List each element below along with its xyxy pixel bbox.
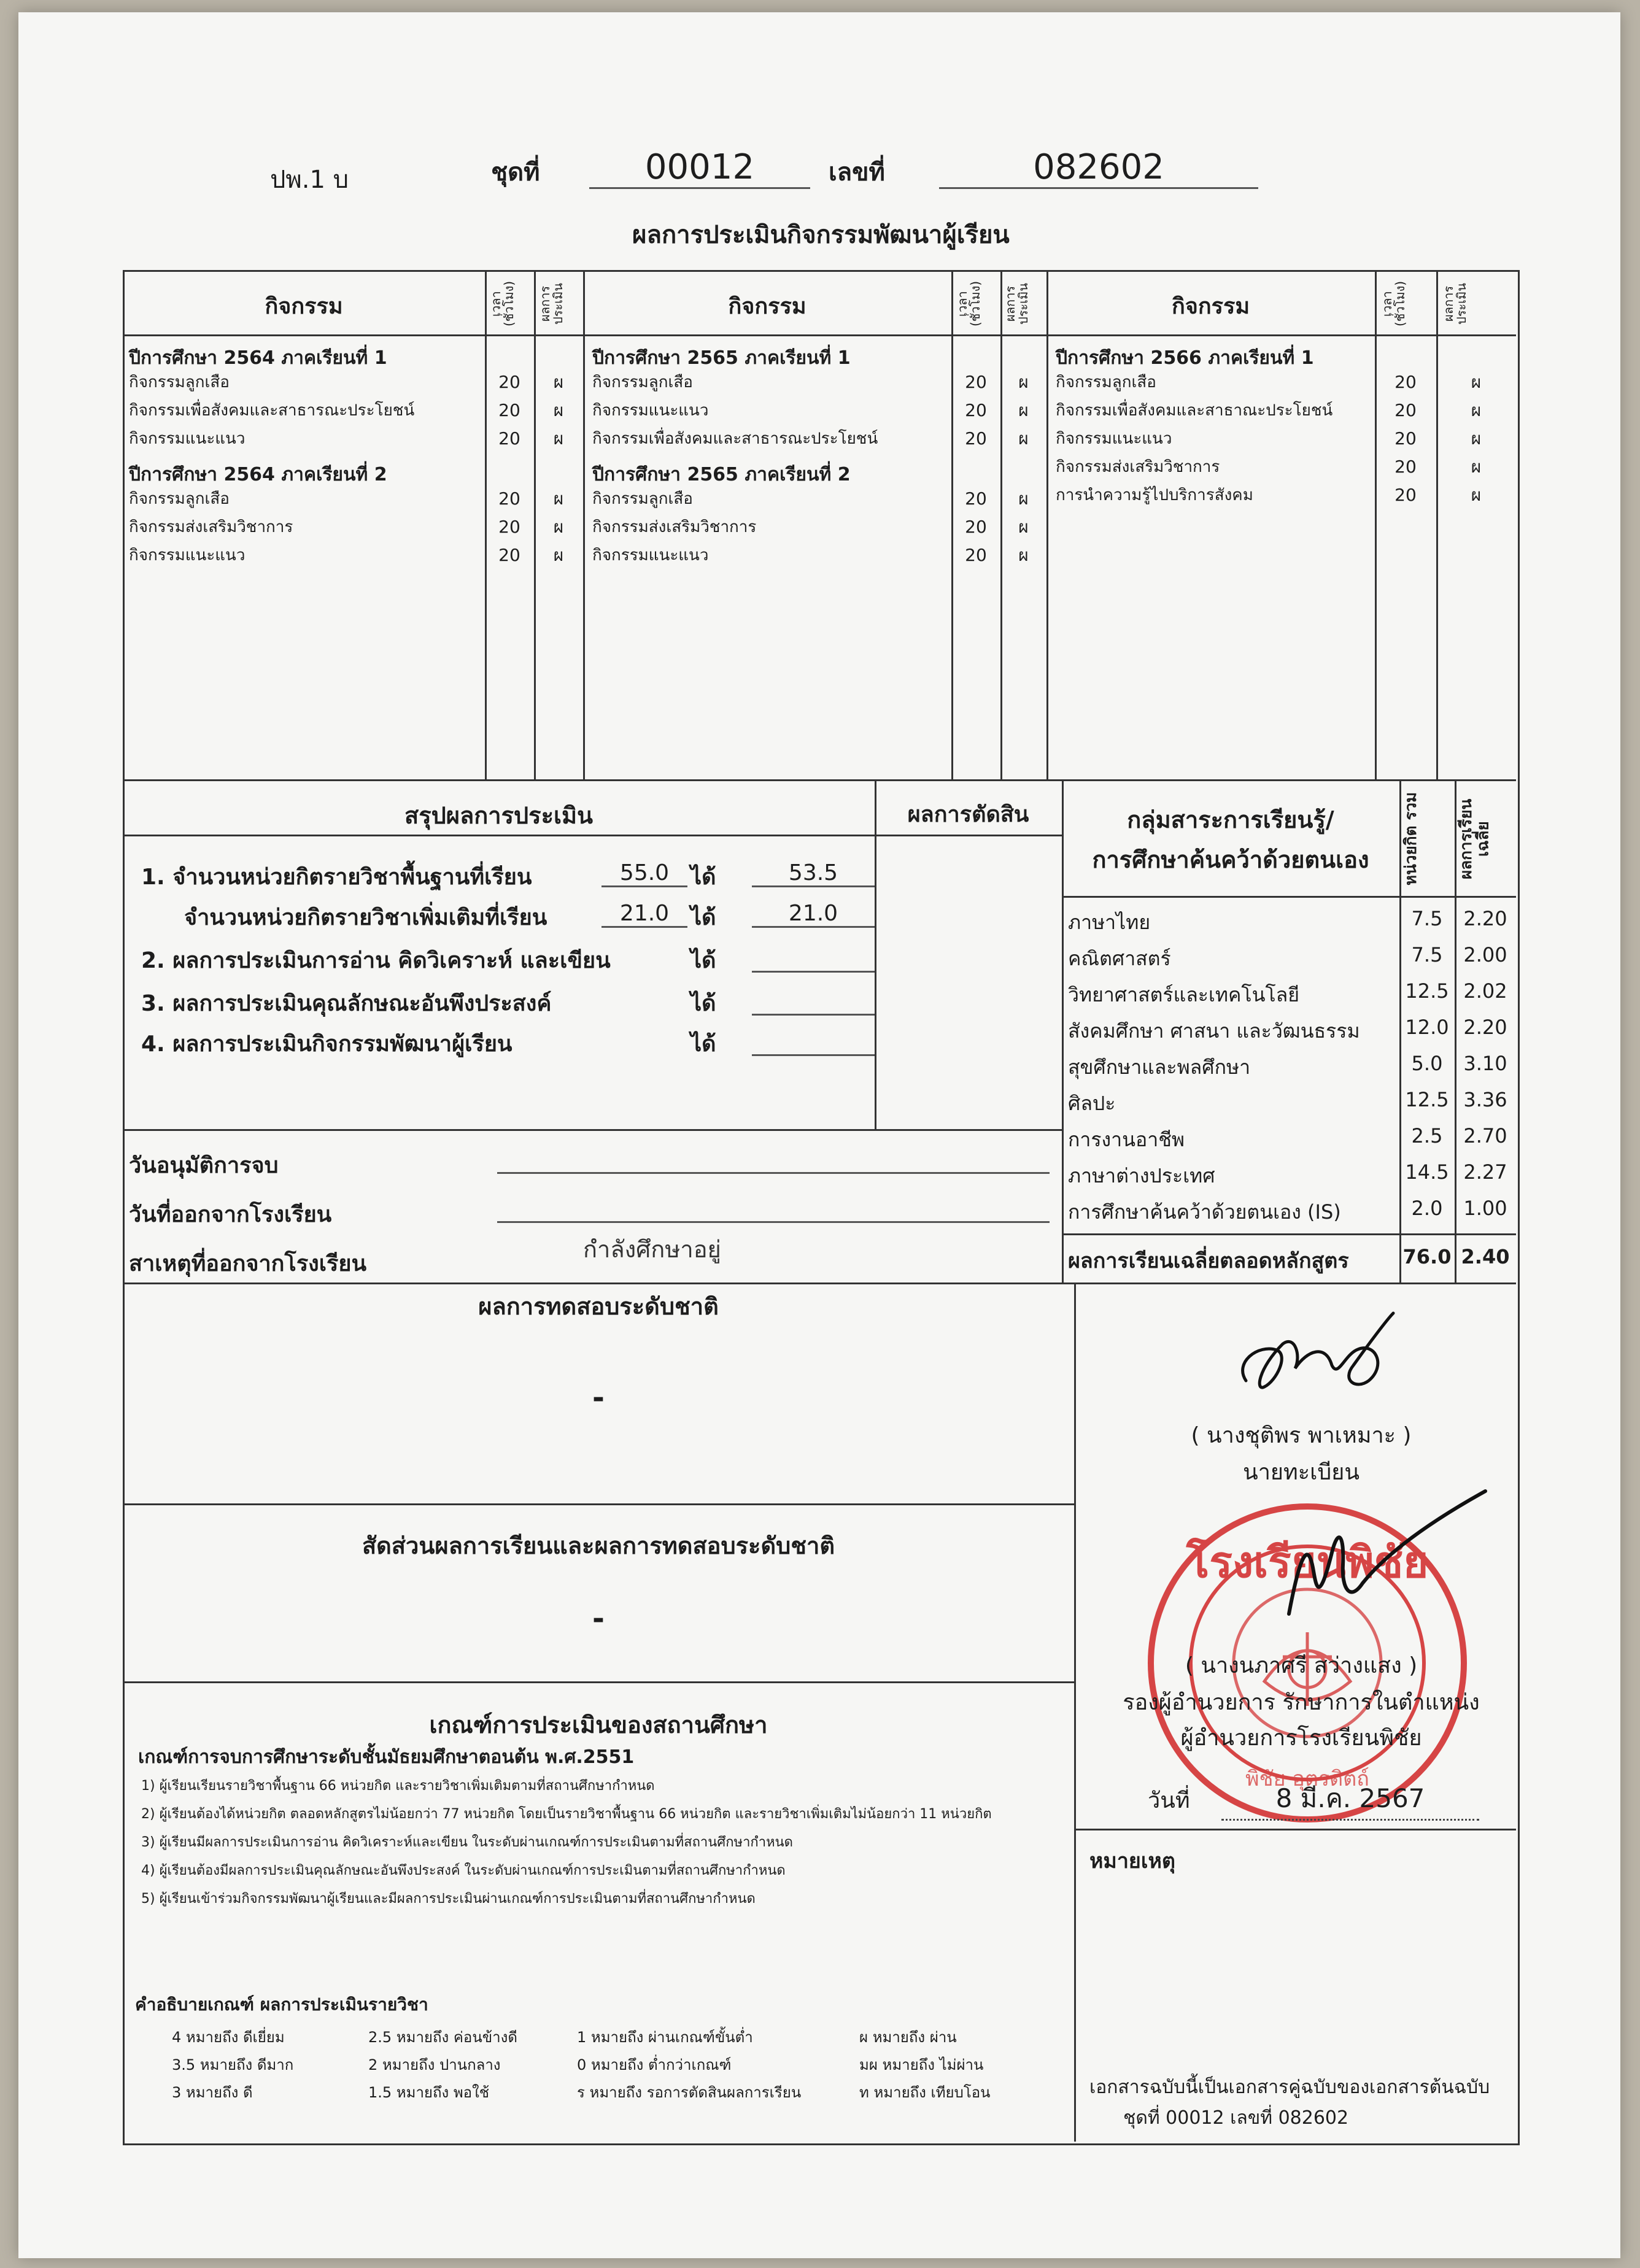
- activity-name: กิจกรรมแนะแนว: [592, 401, 709, 420]
- criteria-item: 4) ผู้เรียนต้องมีผลการประเมินคุณลักษณะอันพึงประสงค์ ในระดับผ่านเกณฑ์การประเมินตามที่สถานศึกษากำหนด: [141, 1863, 786, 1878]
- activity-time: 20: [1394, 400, 1417, 420]
- transcript-page: [18, 12, 1620, 2258]
- activity-result: ผ: [1018, 517, 1029, 537]
- activity-result: ผ: [1018, 372, 1029, 392]
- subject-name: วิทยาศาสตร์และเทคโนโลยี: [1068, 983, 1300, 1006]
- activity-result: ผ: [1018, 400, 1029, 420]
- activity-name: กิจกรรมลูกเสือ: [592, 373, 693, 392]
- criteria-item: 3) ผู้เรียนมีผลการประเมินการอ่าน คิดวิเคราะห์และเขียน ในระดับผ่านเกณฑ์การประเมินตามที่สถานศึกษากำหนด: [141, 1835, 793, 1850]
- number-label: เลขที่: [829, 158, 885, 187]
- legend-item: 2.5 หมายถึง ค่อนข้างดี: [368, 2029, 517, 2046]
- seal-text-bottom: พิชัย อุตรดิตถ์: [1245, 1767, 1369, 1791]
- term-heading: ปีการศึกษา 2564 ภาคเรียนที่ 1: [129, 347, 387, 369]
- legend-item: 3 หมายถึง ดี: [172, 2084, 253, 2101]
- activity-result: ผ: [1018, 428, 1029, 449]
- deputy-title-1: รองผู้อำนวยการ รักษาการในตำแหน่ง: [1123, 1690, 1480, 1715]
- criteria-subtitle: เกณฑ์การจบการศึกษาระดับชั้นมัธยมศึกษาตอนต้น พ.ศ.2551: [138, 1746, 635, 1768]
- subject-credits: 2.5: [1411, 1124, 1443, 1148]
- subject-avg: 2.20: [1463, 907, 1507, 930]
- activity-time: 20: [1394, 372, 1417, 392]
- activity-name: กิจกรรมเพื่อสังคมและสาธารณะประโยชน์: [129, 401, 415, 420]
- activity-time: 20: [1394, 485, 1417, 505]
- set-number: 00012: [589, 147, 810, 189]
- activity-name: กิจกรรมแนะแนว: [592, 546, 709, 565]
- deputy-signature: [1264, 1479, 1491, 1638]
- legend-item: 3.5 หมายถึง ดีมาก: [172, 2056, 294, 2073]
- activity-name: กิจกรรมส่งเสริมวิชาการ: [592, 518, 757, 536]
- summary-got: [752, 944, 875, 973]
- col-activity-2: กิจกรรม: [728, 294, 806, 319]
- subject-avg: 3.36: [1463, 1088, 1507, 1111]
- leave-reason-label: สาเหตุที่ออกจากโรงเรียน: [129, 1251, 367, 1276]
- criteria-item: 2) ผู้เรียนต้องได้หน่วยกิต ตลอดหลักสูตรไม่น้อยกว่า 77 หน่วยกิต โดยเป็นรายวิชาพื้นฐาน 66 หน่วยกิต และรายวิชาเพิ่มเติมไม่น้อยกว่า 11 หน่วยกิต: [141, 1807, 992, 1822]
- summary-got-label: ได้: [690, 948, 716, 973]
- seal-text: โรงเรียนพิชัย: [1186, 1537, 1429, 1587]
- activity-time: 20: [498, 428, 520, 449]
- term-heading: ปีการศึกษา 2565 ภาคเรียนที่ 1: [592, 347, 851, 369]
- activity-time: 20: [1394, 457, 1417, 477]
- summary-row-label: จำนวนหน่วยกิตรายวิชาเพิ่มเติมที่เรียน: [184, 905, 547, 930]
- leave-date-line: [497, 1215, 1050, 1223]
- activity-result: ผ: [1471, 400, 1482, 420]
- activity-time: 20: [965, 400, 987, 420]
- subject-credits: 14.5: [1405, 1160, 1449, 1184]
- subject-name: ภาษาต่างประเทศ: [1068, 1164, 1215, 1187]
- col-credits: หน่วยกิต รวม: [1402, 792, 1420, 886]
- activity-time: 20: [965, 488, 987, 509]
- activity-result: ผ: [553, 372, 564, 392]
- criteria-item: 1) ผู้เรียนเรียนรายวิชาพื้นฐาน 66 หน่วยกิต และรายวิชาเพิ่มเติมตามที่สถานศึกษากำหนด: [141, 1778, 655, 1794]
- total-credits: 76.0: [1402, 1245, 1452, 1268]
- summary-row-label: 3. ผลการประเมินคุณลักษณะอันพึงประสงค์: [141, 991, 552, 1016]
- activity-result: ผ: [553, 428, 564, 449]
- subjects-title-2: การศึกษาค้นคว้าด้วยตนเอง: [1092, 846, 1369, 873]
- term-heading: ปีการศึกษา 2566 ภาคเรียนที่ 1: [1056, 347, 1314, 369]
- activity-result: ผ: [553, 517, 564, 537]
- subject-name: สุขศึกษาและพลศึกษา: [1068, 1055, 1251, 1079]
- subject-avg: 2.00: [1463, 943, 1507, 966]
- summary-got-label: ได้: [690, 905, 716, 930]
- activity-name: กิจกรรมลูกเสือ: [129, 373, 230, 392]
- summary-got-label: ได้: [690, 1032, 716, 1057]
- activity-name: กิจกรรมแนะแนว: [129, 430, 246, 448]
- deputy-name: ( นางนภาศรี สว่างแสง ): [1185, 1653, 1418, 1678]
- activity-time: 20: [1394, 428, 1417, 449]
- total-label: ผลการเรียนเฉลี่ยตลอดหลักสูตร: [1068, 1249, 1349, 1273]
- remarks-line-1: เอกสารฉบับนี้เป็นเอกสารคู่ฉบับของเอกสารต้นฉบับ: [1089, 2077, 1490, 2098]
- activity-result: ผ: [553, 400, 564, 420]
- summary-got-label: ได้: [690, 991, 716, 1016]
- criteria-item: 5) ผู้เรียนเข้าร่วมกิจกรรมพัฒนาผู้เรียนและมีผลการประเมินผ่านเกณฑ์การประเมินตามที่สถานศึกษากำหนด: [141, 1891, 756, 1907]
- activity-result: ผ: [553, 488, 564, 509]
- col-avg: ผลการเรียน เฉลี่ย: [1457, 798, 1493, 879]
- subject-credits: 12.0: [1405, 1016, 1449, 1039]
- subjects-title-1: กลุ่มสาระการเรียนรู้/: [1127, 806, 1334, 833]
- activity-name: กิจกรรมเพื่อสังคมและสาธารณะประโยชน์: [592, 430, 878, 448]
- legend-item: 1 หมายถึง ผ่านเกณฑ์ขั้นต่ำ: [577, 2029, 753, 2046]
- col-time-2: เวลา (ชั่วโมง): [955, 280, 983, 327]
- col-activity-3: กิจกรรม: [1171, 294, 1250, 319]
- activity-time: 20: [498, 372, 520, 392]
- subject-credits: 7.5: [1411, 907, 1443, 930]
- activity-name: กิจกรรมลูกเสือ: [129, 490, 230, 508]
- col-time-1: เวลา (ชั่วโมง): [489, 280, 516, 327]
- page-title: ผลการประเมินกิจกรรมพัฒนาผู้เรียน: [632, 221, 1010, 249]
- activity-name: กิจกรรมเพื่อสังคมและสาธาณะประโยชน์: [1056, 401, 1333, 420]
- document-number: 082602: [939, 147, 1258, 189]
- form-code: ปพ.1 บ: [270, 166, 349, 194]
- subject-avg: 2.70: [1463, 1124, 1507, 1148]
- subject-credits: 7.5: [1411, 943, 1443, 966]
- decision-title: ผลการตัดสิน: [907, 802, 1029, 827]
- activity-name: กิจกรรมลูกเสือ: [1056, 373, 1156, 392]
- legend-item: ร หมายถึง รอการตัดสินผลการเรียน: [577, 2084, 802, 2101]
- remarks-line-2: ชุดที่ 00012 เลขที่ 082602: [1123, 2107, 1349, 2129]
- summary-row-label: 1. จำนวนหน่วยกิตรายวิชาพื้นฐานที่เรียน: [141, 865, 532, 890]
- summary-studied: 21.0: [601, 901, 687, 928]
- subject-name: ภาษาไทย: [1068, 911, 1151, 934]
- subject-avg: 3.10: [1463, 1052, 1507, 1075]
- activity-time: 20: [965, 372, 987, 392]
- subject-credits: 12.5: [1405, 979, 1449, 1003]
- remarks-title: หมายเหตุ: [1089, 1849, 1175, 1873]
- activity-time: 20: [498, 488, 520, 509]
- approve-date-label: วันอนุมัติการจบ: [129, 1153, 279, 1178]
- total-avg: 2.40: [1461, 1245, 1510, 1268]
- leave-reason-value: กำลังศึกษาอยู่: [583, 1236, 721, 1263]
- summary-studied: 55.0: [601, 860, 687, 887]
- col-result-2: ผลการประเมิน: [1003, 283, 1031, 325]
- subject-avg: 2.02: [1463, 979, 1507, 1003]
- subject-name: การศึกษาค้นคว้าด้วยตนเอง (IS): [1068, 1200, 1341, 1224]
- legend-item: ผ หมายถึง ผ่าน: [859, 2029, 957, 2046]
- activity-result: ผ: [1471, 457, 1482, 477]
- subject-name: คณิตศาสตร์: [1068, 947, 1171, 970]
- activity-name: กิจกรรมแนะแนว: [129, 546, 246, 565]
- approve-date-line: [497, 1166, 1050, 1174]
- col-activity-1: กิจกรรม: [265, 294, 343, 319]
- activity-name: กิจกรรมส่งเสริมวิชาการ: [129, 518, 293, 536]
- activity-result: ผ: [553, 545, 564, 565]
- criteria-title: เกณฑ์การประเมินของสถานศึกษา: [429, 1711, 768, 1738]
- activity-name: กิจกรรมลูกเสือ: [592, 490, 693, 508]
- summary-got: 21.0: [752, 901, 875, 928]
- activity-time: 20: [498, 400, 520, 420]
- legend-item: 2 หมายถึง ปานกลาง: [368, 2056, 501, 2073]
- summary-row-label: 4. ผลการประเมินกิจกรรมพัฒนาผู้เรียน: [141, 1032, 512, 1057]
- subject-name: สังคมศึกษา ศาสนา และวัฒนธรรม: [1068, 1019, 1360, 1043]
- activity-time: 20: [965, 428, 987, 449]
- registrar-name: ( นางชุติพร พาเหมาะ ): [1191, 1423, 1412, 1448]
- legend-item: 1.5 หมายถึง พอใช้: [368, 2084, 490, 2101]
- col-time-3: เวลา (ชั่วโมง): [1380, 280, 1407, 327]
- subject-avg: 2.27: [1463, 1160, 1507, 1184]
- activity-result: ผ: [1471, 372, 1482, 392]
- summary-got: 53.5: [752, 860, 875, 887]
- activity-result: ผ: [1471, 485, 1482, 505]
- term-heading: ปีการศึกษา 2565 ภาคเรียนที่ 2: [592, 464, 851, 485]
- summary-got: [752, 1027, 875, 1056]
- national-test-value: -: [592, 1381, 605, 1415]
- set-label: ชุดที่: [491, 158, 540, 187]
- col-result-3: ผลการประเมิน: [1441, 283, 1469, 325]
- col-result-1: ผลการประเมิน: [538, 283, 565, 325]
- legend-title: คำอธิบายเกณฑ์ ผลการประเมินรายวิชา: [135, 1994, 428, 2015]
- summary-title: สรุปผลการประเมิน: [404, 802, 593, 829]
- ratio-title: สัดส่วนผลการเรียนและผลการทดสอบระดับชาติ: [362, 1532, 835, 1559]
- legend-item: ท หมายถึง เทียบโอน: [859, 2084, 991, 2101]
- national-test-title: ผลการทดสอบระดับชาติ: [478, 1293, 719, 1320]
- legend-item: มผ หมายถึง ไม่ผ่าน: [859, 2056, 984, 2073]
- term-heading: ปีการศึกษา 2564 ภาคเรียนที่ 2: [129, 464, 387, 485]
- summary-row-label: 2. ผลการประเมินการอ่าน คิดวิเคราะห์ และเขียน: [141, 948, 611, 973]
- activity-result: ผ: [1018, 488, 1029, 509]
- subject-name: ศิลปะ: [1068, 1092, 1116, 1115]
- subject-avg: 1.00: [1463, 1197, 1507, 1220]
- subject-name: การงานอาชีพ: [1068, 1128, 1185, 1151]
- subject-avg: 2.20: [1463, 1016, 1507, 1039]
- activity-name: กิจกรรมส่งเสริมวิชาการ: [1056, 458, 1220, 476]
- registrar-title: นายทะเบียน: [1243, 1460, 1360, 1485]
- deputy-title-2: ผู้อำนวยการโรงเรียนพิชัย: [1180, 1726, 1422, 1751]
- date-label: วันที่: [1148, 1788, 1190, 1813]
- activity-name: การนำความรู้ไปบริการสังคม: [1056, 486, 1253, 504]
- activity-result: ผ: [1018, 545, 1029, 565]
- subject-credits: 5.0: [1411, 1052, 1443, 1075]
- activity-time: 20: [965, 545, 987, 565]
- subject-credits: 12.5: [1405, 1088, 1449, 1111]
- summary-got: [752, 987, 875, 1016]
- activity-time: 20: [498, 545, 520, 565]
- activity-time: 20: [498, 517, 520, 537]
- subject-credits: 2.0: [1411, 1197, 1443, 1220]
- activity-name: กิจกรรมแนะแนว: [1056, 430, 1172, 448]
- leave-date-label: วันที่ออกจากโรงเรียน: [129, 1202, 332, 1227]
- date-value: 8 มี.ค. 2567: [1221, 1778, 1479, 1821]
- activity-time: 20: [965, 517, 987, 537]
- summary-got-label: ได้: [690, 865, 716, 890]
- activity-result: ผ: [1471, 428, 1482, 449]
- ratio-value: -: [592, 1602, 605, 1636]
- registrar-signature: [1221, 1307, 1406, 1411]
- legend-item: 4 หมายถึง ดีเยี่ยม: [172, 2029, 285, 2046]
- legend-item: 0 หมายถึง ต่ำกว่าเกณฑ์: [577, 2056, 732, 2073]
